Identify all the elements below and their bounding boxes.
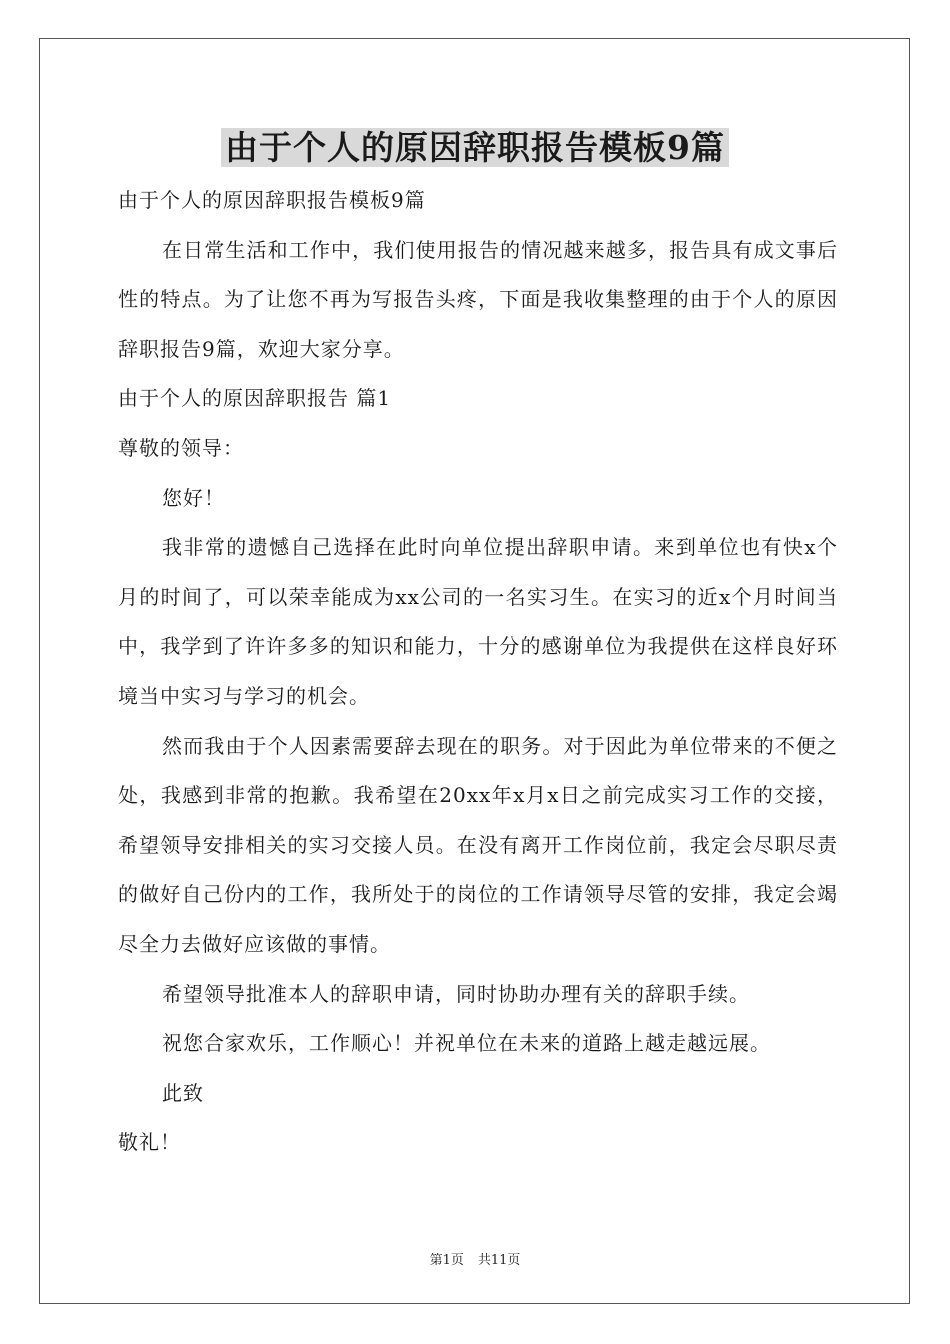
salutation: 尊敬的领导： — [118, 435, 244, 460]
intro-paragraph: 在日常生活和工作中，我们使用报告的情况越来越多，报告具有成文事后性的特点。为了让您不再为写报告头疼，下面是我收集整理的由于个人的原因辞职报告9篇，欢迎大家分享。 — [118, 237, 838, 361]
body-paragraph-4: 祝您合家欢乐，工作顺心！并祝单位在未来的道路上越走越远展。 — [162, 1031, 771, 1056]
document-title — [0, 126, 950, 170]
page-total: 共11页 — [477, 1253, 521, 1268]
closing-salute: 敬礼！ — [118, 1130, 181, 1155]
document-body — [118, 176, 838, 1168]
body-paragraph-3: 希望领导批准本人的辞职申请，同时协助办理有关的辞职手续。 — [162, 981, 750, 1006]
greeting: 您好！ — [162, 485, 225, 510]
page-footer — [0, 1249, 950, 1268]
page-number: 第1页 — [429, 1253, 464, 1268]
body-paragraph-2: 然而我由于个人因素需要辞去现在的职务。对于因此为单位带来的不便之处，我感到非常的抱歉。我希望在20xx年x月x日之前完成实习工作的交接，希望领导安排相关的实习交接人员。在没有离开工作岗位前，我定会尽职尽责的做好自己份内的工作，我所处于的岗位的工作请领导尽管的安排，我定会竭尽全力去做好应该做的事情。 — [118, 733, 838, 956]
document-title-text: 由于个人的原因辞职报告模板9篇 — [221, 128, 729, 167]
subtitle-line: 由于个人的原因辞职报告模板9篇 — [118, 188, 426, 212]
closing-line: 此致 — [162, 1080, 204, 1105]
section-heading: 由于个人的原因辞职报告 篇1 — [118, 386, 392, 411]
body-paragraph-1: 我非常的遗憾自己选择在此时向单位提出辞职申请。来到单位也有快x个月的时间了，可以荣幸能成为xx公司的一名实习生。在实习的近x个月时间当中，我学到了许许多多的知识和能力，十分的感谢单位为我提供在这样良好环境当中实习与学习的机会。 — [118, 535, 838, 708]
